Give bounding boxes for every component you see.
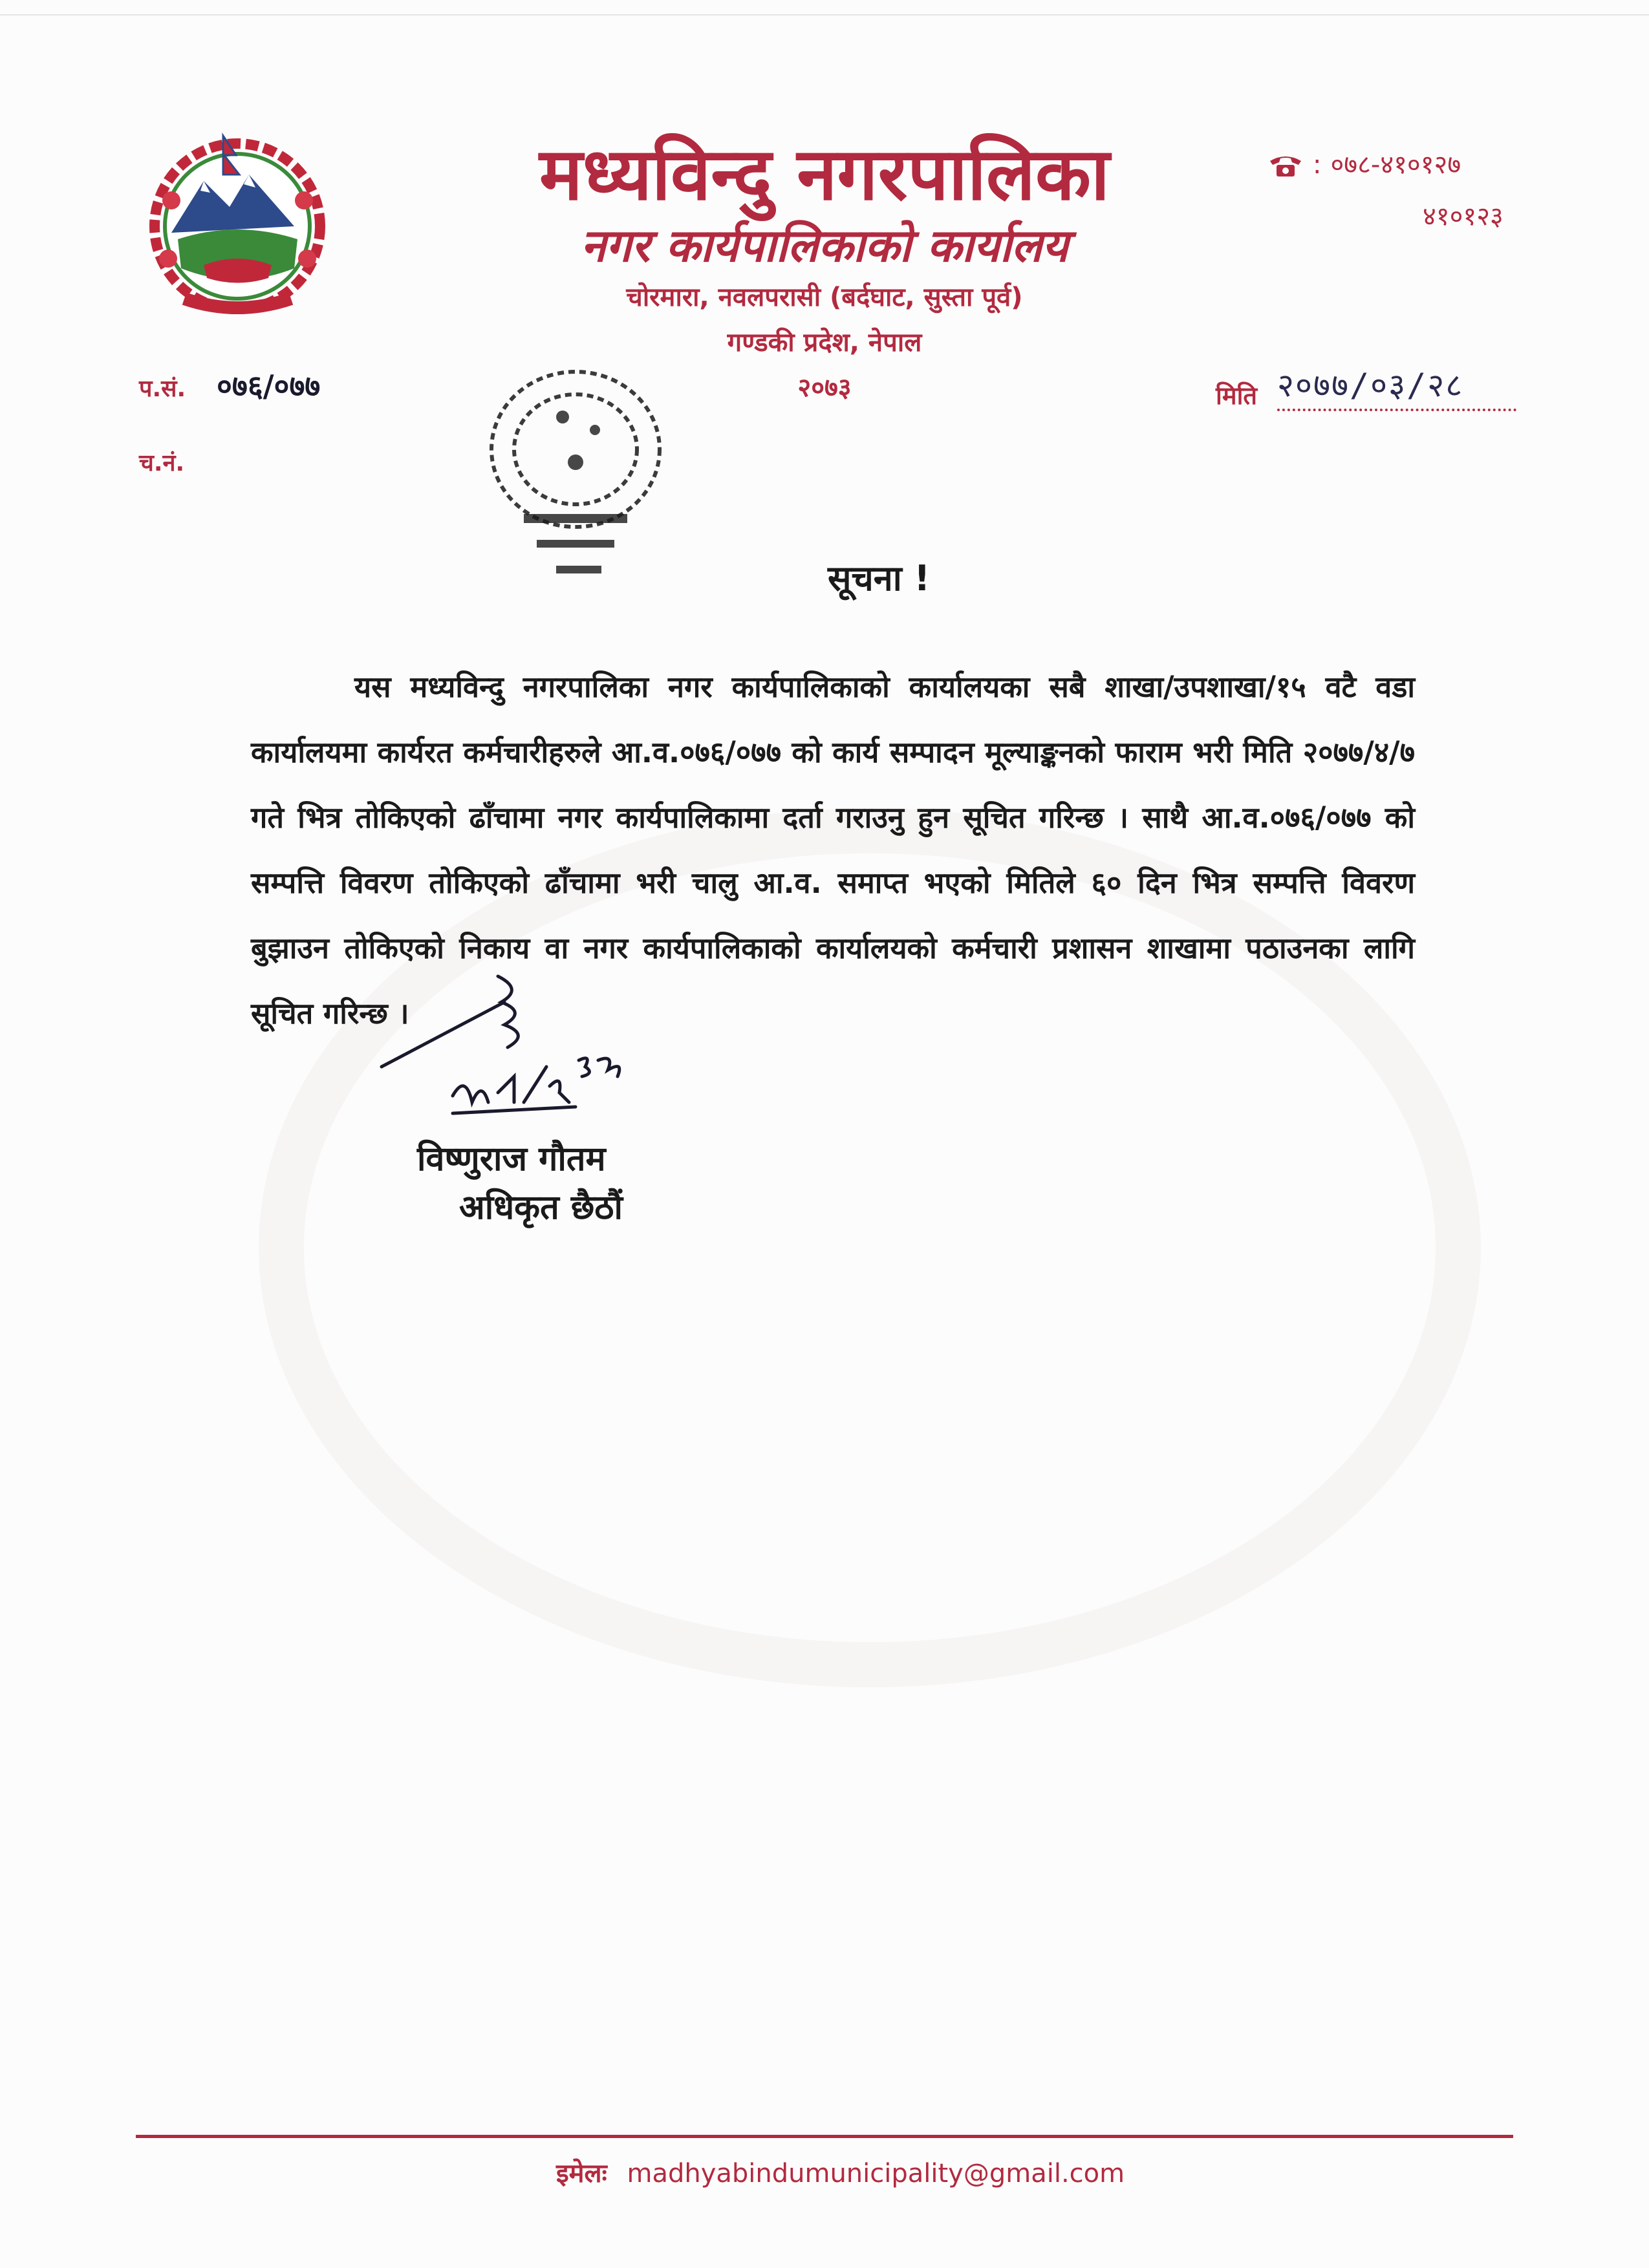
phone-row-1: [1267, 139, 1558, 191]
phone-separator: :: [1313, 150, 1322, 180]
date-value: २०७७/०३/२८: [1277, 362, 1516, 411]
email-label: इमेलः: [556, 2159, 607, 2188]
signatory-name: विष्णुराज गौतम: [417, 1140, 606, 1179]
signatory-title: अधिकृत छैठौं: [459, 1188, 623, 1227]
footer-email: [556, 2154, 1125, 2190]
footer-divider: [136, 2135, 1513, 2138]
telephone-icon: [1267, 152, 1304, 178]
office-address: चोरमारा, नवलपरासी (बर्दघाट, सुस्ता पूर्व): [626, 283, 1023, 312]
municipality-name: मध्यविन्दु नगरपालिका: [539, 132, 1110, 217]
notice-title: सूचना !: [828, 558, 931, 599]
phone-block: [1267, 139, 1558, 242]
phone-number-2: ४१०१२३: [1423, 202, 1503, 231]
phone-number-1: ०७८-४१०१२७: [1330, 150, 1461, 180]
established-year: २०७३: [797, 373, 852, 403]
nepal-government-emblem-icon: [133, 129, 343, 323]
ps-value: ०७६/०७७: [217, 369, 321, 403]
office-name: नगर कार्यपालिकाको कार्यालय: [580, 219, 1069, 272]
notice-body: यस मध्यविन्दु नगरपालिका नगर कार्यपालिकाको कार्यालयका सबै शाखा/उपशाखा/१५ वटै वडा कार्यालयमा कार्यरत कर्मचारीहरुले आ.व.०७६/०७७ को कार्य सम्पादन मूल्याङ्कनको फाराम भरी मिति २०७७/४/७ गते भित्र तोकिएको ढाँचामा नगर कार्यपालिकामा दर्ता गराउनु हुन सूचित गरिन्छ । साथै आ.व.०७६/०७७ को सम्पत्ति विवरण तोकिएको ढाँचामा भरी चालु आ.व. समाप्त भएको मितिले ६० दिन भित्र सम्पत्ति विवरण बुझाउन तोकिएको निकाय वा नगर कार्यपालिकाको कार्यालयको कर्मचारी प्रशासन शाखामा पठाउनका लागि सूचित गरिन्छ ।: [251, 670, 1415, 1031]
scan-edge-line: [0, 14, 1649, 16]
province-country: गण्डकी प्रदेश, नेपाल: [727, 328, 922, 358]
office-stamp-icon: [466, 352, 685, 592]
cn-label: च.नं.: [139, 450, 185, 476]
ps-label: प.सं.: [139, 376, 186, 402]
email-address[interactable]: madhyabindumunicipality@gmail.com: [627, 2159, 1125, 2188]
handwritten-signature-icon: [369, 963, 718, 1125]
date-label: मिति: [1216, 381, 1258, 410]
